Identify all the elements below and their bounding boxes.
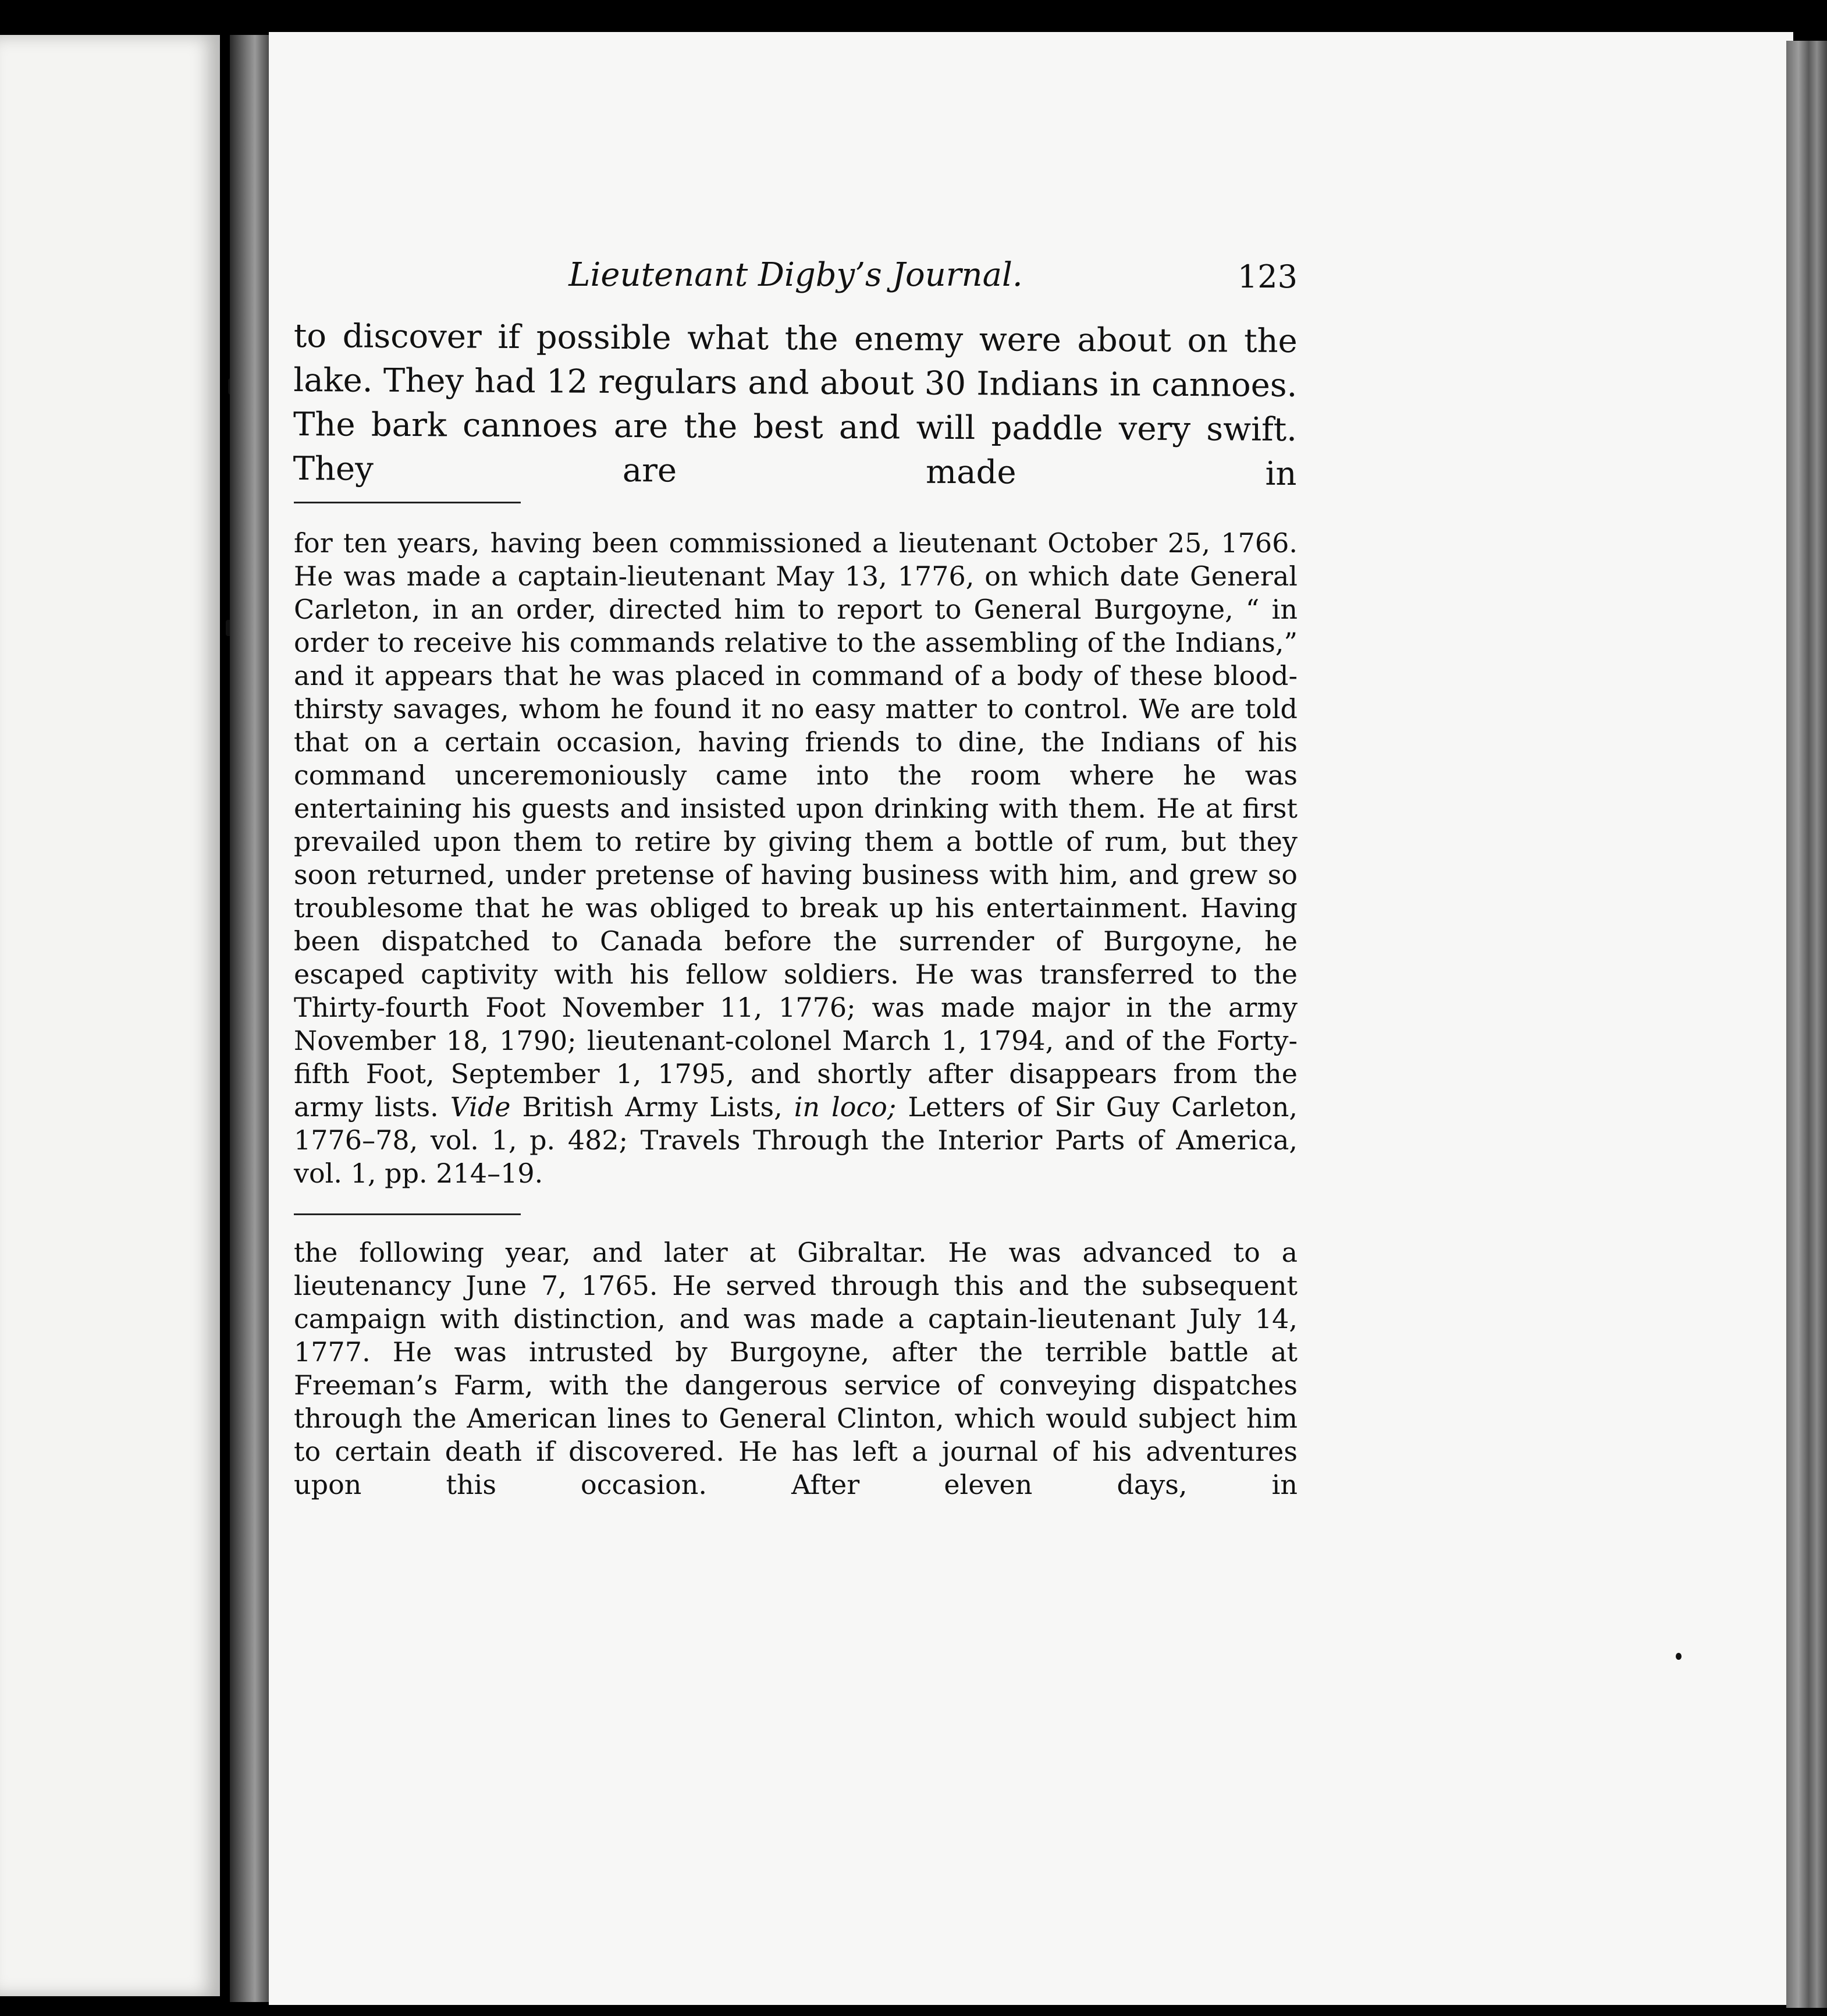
page-number: 123 xyxy=(1237,258,1298,295)
page-edges xyxy=(1786,41,1827,2008)
footnote-rule xyxy=(294,502,521,503)
running-head xyxy=(294,244,1298,308)
footnote-ref-in-loco: in loco; xyxy=(794,1091,897,1123)
footnote-first-text: for ten years, having been commissioned a lieutenant October 25, 1766. He was made a captain-lieutenant May 13, 1776, on which date General Carleton, in an order, directed him to report to General Burgoyne, “ in order to receive his commands relative to the assembling of the Indians,” and it appears that he was placed in command of a body of these blood-thirsty savages, whom he found it no easy matter to control. We are told that on a certain occasion, having friends to dine, the Indians of his command unceremoniously came into the room where he was entertaining his guests and insisted upon drinking with them. He at first prevailed upon them to retire by giving them a bottle of rum, but they soon returned, under pretense of having business with him, and grew so troublesome that he was obliged to break up his entertainment. Having been dispatched to Canada before the surrender of Burgoyne, he escaped captivity with his fellow soldiers. He was transferred to the Thirty-fourth Foot November 11, 1776; was made major in the army November 18, 1790; lieutenant-colonel March 1, 1794, and of the Forty-fifth Foot, September 1, 1795, and shortly after disappears from the army lists. xyxy=(294,527,1298,1123)
ink-speck xyxy=(1676,1653,1682,1660)
left-page xyxy=(0,35,220,1996)
body-text: to discover if possible what the enemy were about on the lake. They had 12 regulars and about 30 Indians in cannoes. The bark cannoes are the best and will paddle very swift. They are made in xyxy=(293,317,1298,494)
page-content xyxy=(294,244,1298,1502)
footnote-ref-in-loco-rest: Letters of Sir Guy Carleton, 1776–78, vol. 1, p. 482; Travels Through the Interior Parts of America, vol. 1, pp. 214–19. xyxy=(294,1091,1298,1189)
footnote-rule-second xyxy=(294,1213,521,1215)
footnote-ref-vide-rest: British Army Lists, xyxy=(510,1091,794,1123)
footnote-ref-vide: Vide xyxy=(450,1091,511,1123)
footnote-first xyxy=(294,527,1298,1190)
running-title: Lieutenant Digby’s Journal. xyxy=(568,256,1023,294)
footnote-second: the following year, and later at Gibraltar. He was advanced to a lieutenancy June 7, 1765. He served through this and the subsequent campaign with distinction, and was made a captain-lieutenant July 14, 1777. He was intrusted by Burgoyne, after the terrible battle at Freeman’s Farm, with the dangerous service of conveying dispatches through the American lines to General Clinton, which would subject him to certain death if discovered. He has left a journal of his adventures upon this occasion. After eleven days, in xyxy=(294,1237,1298,1500)
book-gutter xyxy=(230,35,272,2002)
